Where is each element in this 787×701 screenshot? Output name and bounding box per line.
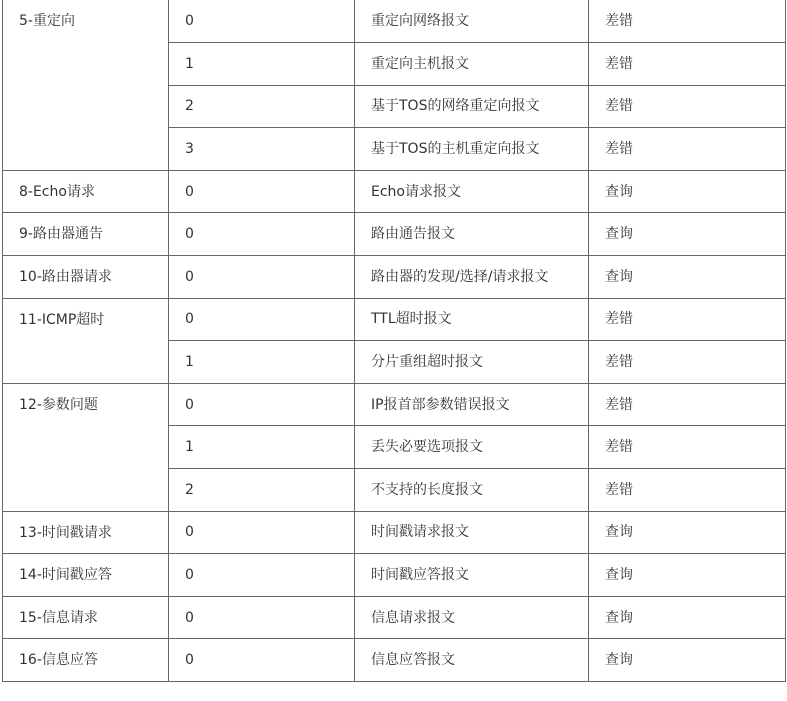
code-cell: 0 (169, 639, 355, 682)
code-cell: 0 (169, 298, 355, 341)
code-cell: 1 (169, 341, 355, 384)
table-row (3, 0, 786, 43)
type-cell: 5-重定向 (3, 0, 169, 170)
category-cell: 查询 (589, 213, 786, 256)
category-cell: 差错 (589, 85, 786, 128)
category-cell: 差错 (589, 469, 786, 512)
type-cell: 16-信息应答 (3, 639, 169, 682)
table-row (3, 511, 786, 554)
description-cell: 基于TOS的主机重定向报文 (355, 128, 589, 171)
category-cell: 查询 (589, 596, 786, 639)
type-cell: 10-路由器请求 (3, 256, 169, 299)
table-row (3, 554, 786, 597)
code-cell: 0 (169, 511, 355, 554)
code-cell: 1 (169, 43, 355, 86)
table-row (3, 383, 786, 426)
description-cell: 信息请求报文 (355, 596, 589, 639)
type-cell: 13-时间戳请求 (3, 511, 169, 554)
description-cell: 重定向主机报文 (355, 43, 589, 86)
code-cell: 0 (169, 170, 355, 213)
type-cell: 11-ICMP超时 (3, 298, 169, 383)
category-cell: 查询 (589, 170, 786, 213)
type-cell: 9-路由器通告 (3, 213, 169, 256)
category-cell: 差错 (589, 43, 786, 86)
category-cell: 差错 (589, 341, 786, 384)
icmp-type-table (2, 0, 786, 682)
description-cell: 基于TOS的网络重定向报文 (355, 85, 589, 128)
type-cell: 15-信息请求 (3, 596, 169, 639)
table-row (3, 639, 786, 682)
code-cell: 0 (169, 596, 355, 639)
category-cell: 查询 (589, 554, 786, 597)
category-cell: 差错 (589, 383, 786, 426)
description-cell: 重定向网络报文 (355, 0, 589, 43)
description-cell: 分片重组超时报文 (355, 341, 589, 384)
category-cell: 差错 (589, 298, 786, 341)
type-cell: 14-时间戳应答 (3, 554, 169, 597)
description-cell: 时间戳请求报文 (355, 511, 589, 554)
table-row (3, 170, 786, 213)
code-cell: 0 (169, 0, 355, 43)
category-cell: 差错 (589, 426, 786, 469)
description-cell: 丢失必要选项报文 (355, 426, 589, 469)
category-cell: 差错 (589, 128, 786, 171)
category-cell: 差错 (589, 0, 786, 43)
icmp-table-body (3, 0, 786, 682)
description-cell: 时间戳应答报文 (355, 554, 589, 597)
type-cell: 8-Echo请求 (3, 170, 169, 213)
code-cell: 0 (169, 554, 355, 597)
code-cell: 1 (169, 426, 355, 469)
code-cell: 0 (169, 213, 355, 256)
table-row (3, 256, 786, 299)
table-row (3, 596, 786, 639)
table-row (3, 298, 786, 341)
code-cell: 2 (169, 469, 355, 512)
description-cell: 不支持的长度报文 (355, 469, 589, 512)
code-cell: 2 (169, 85, 355, 128)
code-cell: 3 (169, 128, 355, 171)
table-row (3, 213, 786, 256)
description-cell: Echo请求报文 (355, 170, 589, 213)
code-cell: 0 (169, 256, 355, 299)
description-cell: IP报首部参数错误报文 (355, 383, 589, 426)
category-cell: 查询 (589, 256, 786, 299)
type-cell: 12-参数问题 (3, 383, 169, 511)
description-cell: 信息应答报文 (355, 639, 589, 682)
category-cell: 查询 (589, 511, 786, 554)
category-cell: 查询 (589, 639, 786, 682)
description-cell: 路由通告报文 (355, 213, 589, 256)
code-cell: 0 (169, 383, 355, 426)
description-cell: 路由器的发现/选择/请求报文 (355, 256, 589, 299)
description-cell: TTL超时报文 (355, 298, 589, 341)
